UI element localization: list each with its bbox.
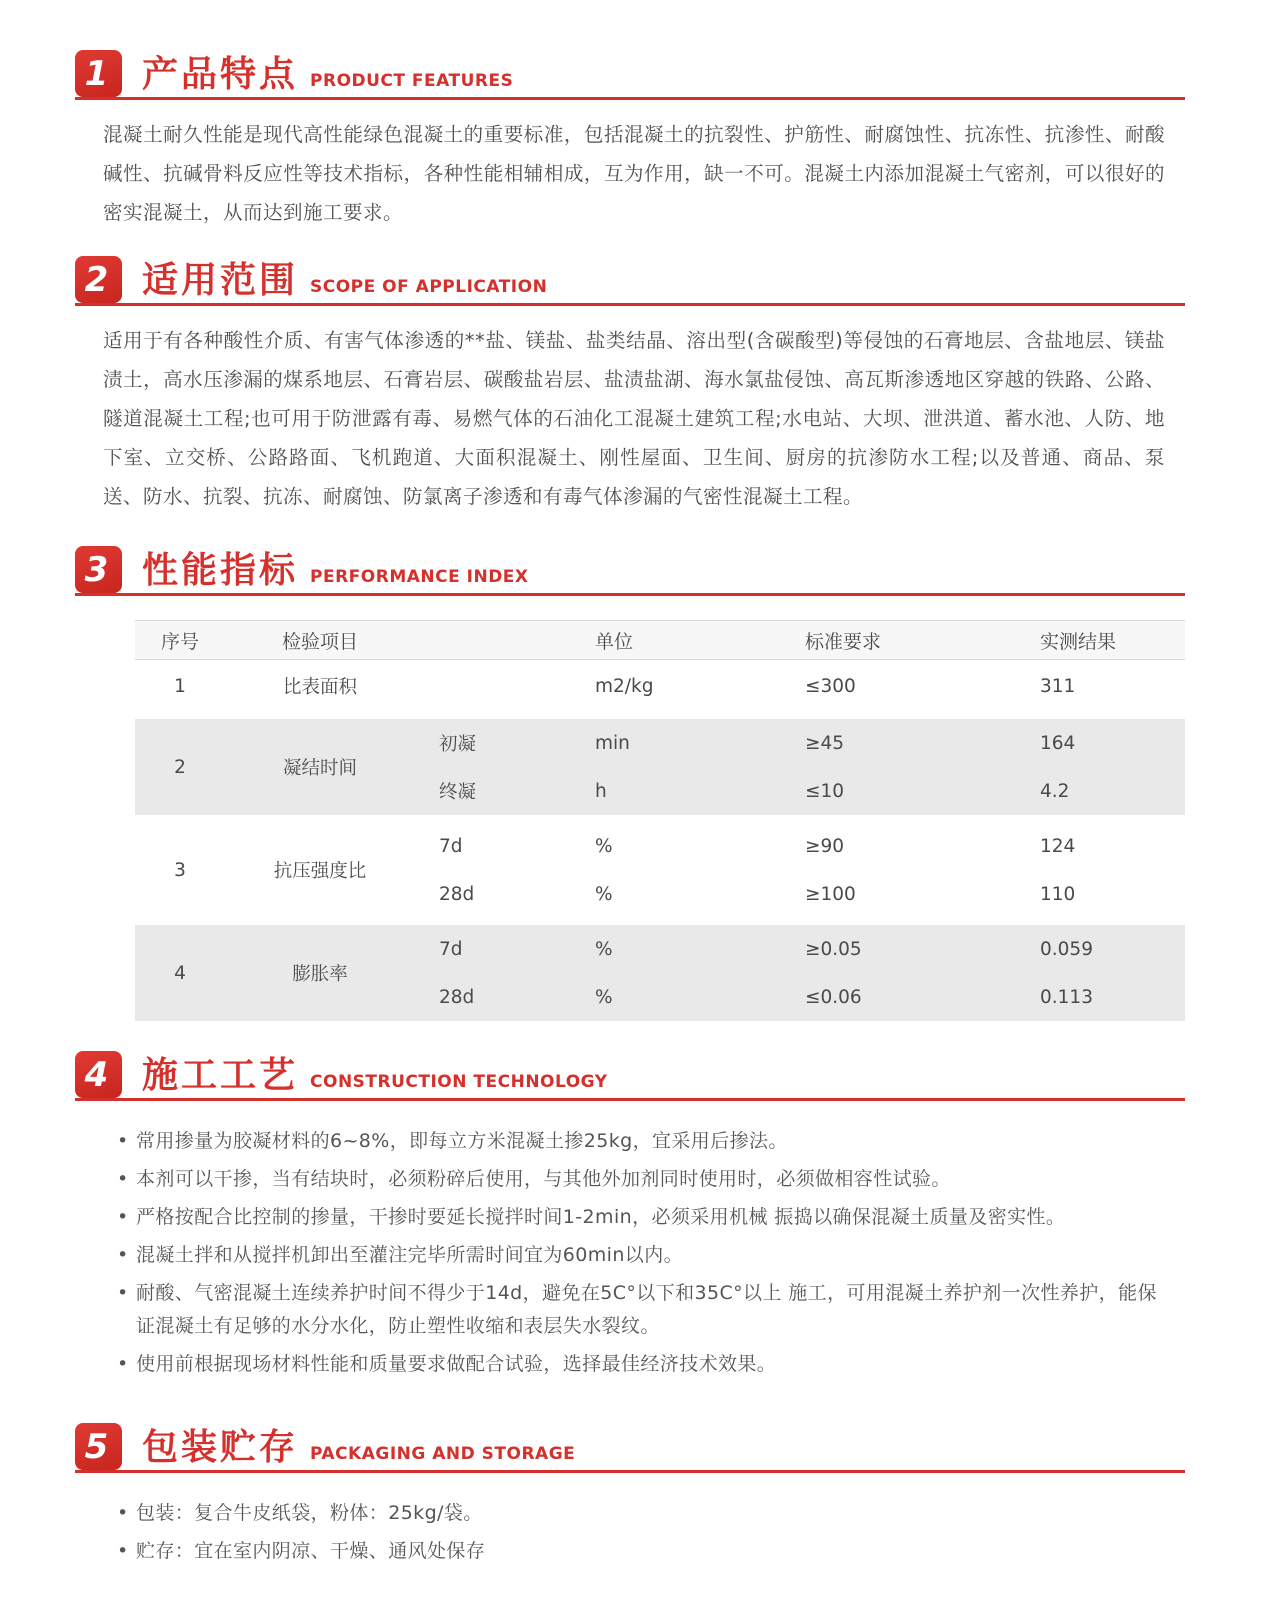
table-subrow xyxy=(415,973,1185,1021)
bullet-item: • 包装：复合牛皮纸袋，粉体：25kg/袋。 xyxy=(117,1497,1167,1530)
subrow-req: ≥0.05 xyxy=(805,938,862,960)
subrow-label: 28d xyxy=(439,986,475,1008)
section-3-header xyxy=(75,546,1185,596)
table-row-group xyxy=(135,925,1185,1021)
row-group-subs xyxy=(415,822,1185,918)
subrow-unit: m2/kg xyxy=(595,675,654,697)
section-4-number-badge: 4 xyxy=(75,1051,122,1098)
table-subrow xyxy=(415,822,1185,870)
row-item: 凝结时间 xyxy=(282,758,357,779)
table-row-group xyxy=(135,719,1185,815)
construction-bullet-list xyxy=(117,1125,1167,1381)
table-row-group xyxy=(135,660,1185,712)
subrow-label: 初凝 xyxy=(439,734,477,755)
col-header-res: 实测结果 xyxy=(1040,630,1117,653)
section-2-title: 适用范围 xyxy=(142,260,299,301)
subrow-label: 7d xyxy=(439,835,463,857)
row-group-subs xyxy=(415,660,1185,712)
table-subrow xyxy=(415,660,1185,712)
subrow-unit: min xyxy=(595,732,630,754)
bullet-item: • 本剂可以干掺，当有结块时，必须粉碎后使用，与其他外加剂同时使用时，必须做相容性试验。 xyxy=(117,1163,1167,1196)
subrow-unit: h xyxy=(595,780,607,802)
section-1-title: 产品特点 xyxy=(142,54,299,95)
table-subrow xyxy=(415,870,1185,918)
bullet-item: • 严格按配合比控制的掺量，干掺时要延长搅拌时间1-2min，必须采用机械 振捣以确保混凝土质量及密实性。 xyxy=(117,1201,1167,1234)
subrow-req: ≤0.06 xyxy=(805,986,862,1008)
subrow-req: ≤300 xyxy=(805,675,856,697)
row-group-subs xyxy=(415,719,1185,815)
section-1-paragraph: 混凝土耐久性能是现代高性能绿色混凝土的重要标准，包括混凝土的抗裂性、护筋性、耐腐蚀性、抗冻性、抗渗性、耐酸碱性、抗碱骨料反应性等技术指标，各种性能相辅相成，互为作用，缺一不可。混凝土内添加混凝土气密剂，可以很好的密实混凝土，从而达到施工要求。 xyxy=(103,123,1165,224)
subrow-res: 110 xyxy=(1040,883,1076,905)
subrow-req: ≥100 xyxy=(805,883,856,905)
row-group-left xyxy=(135,925,415,1021)
row-item: 比表面积 xyxy=(282,677,357,698)
row-group-left xyxy=(135,719,415,815)
section-5-header xyxy=(75,1423,1185,1473)
bullet-item: • 混凝土拌和从搅拌机卸出至灌注完毕所需时间宜为60min以内。 xyxy=(117,1239,1167,1272)
packaging-bullet-list xyxy=(117,1497,1167,1568)
row-no: 4 xyxy=(174,962,186,984)
performance-table xyxy=(135,620,1185,1021)
bullet-item: • 耐酸、气密混凝土连续养护时间不得少于14d，避免在5C°以下和35C°以上 施工，可用混凝土养护剂一次性养护，能保证混凝土有足够的水分水化，防止塑性收缩和表层失水裂纹。 xyxy=(117,1277,1167,1343)
section-4-title: 施工工艺 xyxy=(142,1055,299,1096)
row-group-left xyxy=(135,822,415,918)
subrow-unit: % xyxy=(595,938,613,960)
section-1-header xyxy=(75,50,1185,100)
bullet-item: • 常用掺量为胶凝材料的6~8%，即每立方米混凝土掺25kg，宜采用后掺法。 xyxy=(117,1125,1167,1158)
subrow-req: ≥90 xyxy=(805,835,845,857)
section-2-subtitle: SCOPE OF APPLICATION xyxy=(310,277,548,297)
section-5-title: 包装贮存 xyxy=(142,1427,299,1468)
row-group-subs xyxy=(415,925,1185,1021)
subrow-label: 7d xyxy=(439,938,463,960)
row-group-left xyxy=(135,660,415,712)
section-5-number-badge: 5 xyxy=(75,1423,122,1470)
subrow-label: 终凝 xyxy=(439,782,477,803)
subrow-res: 164 xyxy=(1040,732,1076,754)
subrow-req: ≤10 xyxy=(805,780,845,802)
subrow-unit: % xyxy=(595,883,613,905)
col-header-unit: 单位 xyxy=(595,630,634,653)
row-item: 膨胀率 xyxy=(292,964,348,985)
section-4-header xyxy=(75,1051,1185,1101)
section-3-subtitle: PERFORMANCE INDEX xyxy=(310,567,529,587)
section-4-subtitle: CONSTRUCTION TECHNOLOGY xyxy=(310,1072,608,1092)
section-3-number-badge: 3 xyxy=(75,546,122,593)
section-5-subtitle: PACKAGING AND STORAGE xyxy=(310,1444,576,1464)
row-item: 抗压强度比 xyxy=(273,861,367,882)
subrow-unit: % xyxy=(595,986,613,1008)
col-header-req: 标准要求 xyxy=(805,630,882,653)
section-1-subtitle: PRODUCT FEATURES xyxy=(310,71,514,91)
section-3-title: 性能指标 xyxy=(142,550,299,591)
table-subrow xyxy=(415,925,1185,973)
table-subrow xyxy=(415,719,1185,767)
subrow-res: 124 xyxy=(1040,835,1076,857)
subrow-res: 0.113 xyxy=(1040,986,1093,1008)
subrow-res: 311 xyxy=(1040,675,1076,697)
section-1-number-badge: 1 xyxy=(75,50,122,97)
row-no: 1 xyxy=(174,675,186,697)
subrow-label: 28d xyxy=(439,883,475,905)
section-2-number-badge: 2 xyxy=(75,256,122,303)
section-2-paragraph: 适用于有各种酸性介质、有害气体渗透的**盐、镁盐、盐类结晶、溶出型(含碳酸型)等侵蚀的石膏地层、含盐地层、镁盐渍土，高水压渗漏的煤系地层、石膏岩层、碳酸盐岩层、盐渍盐湖、海水氯盐侵蚀、高瓦斯渗透地区穿越的铁路、公路、隧道混凝土工程;也可用于防泄露有毒、易燃气体的石油化工混凝土建筑工程;水电站、大坝、泄洪道、蓄水池、人防、地下室、立交桥、公路路面、飞机跑道、大面积混凝土、刚性屋面、卫生间、厨房的抗渗防水工程;以及普通、商品、泵送、防水、抗裂、抗冻、耐腐蚀、防氯离子渗透和有毒气体渗漏的气密性混凝土工程。 xyxy=(103,329,1165,508)
table-row-group xyxy=(135,822,1185,918)
subrow-unit: % xyxy=(595,835,613,857)
subrow-res: 0.059 xyxy=(1040,938,1093,960)
section-2-header xyxy=(75,256,1185,306)
bullet-item: • 贮存：宜在室内阴凉、干燥、通风处保存 xyxy=(117,1535,1167,1568)
col-header-item: 检验项目 xyxy=(281,630,358,653)
table-subrow xyxy=(415,767,1185,815)
bullet-item: • 使用前根据现场材料性能和质量要求做配合试验，选择最佳经济技术效果。 xyxy=(117,1348,1167,1381)
subrow-req: ≥45 xyxy=(805,732,845,754)
col-header-no: 序号 xyxy=(160,630,199,653)
row-no: 2 xyxy=(174,756,186,778)
row-no: 3 xyxy=(174,859,186,881)
table-header-row xyxy=(135,620,1185,660)
subrow-res: 4.2 xyxy=(1040,780,1070,802)
